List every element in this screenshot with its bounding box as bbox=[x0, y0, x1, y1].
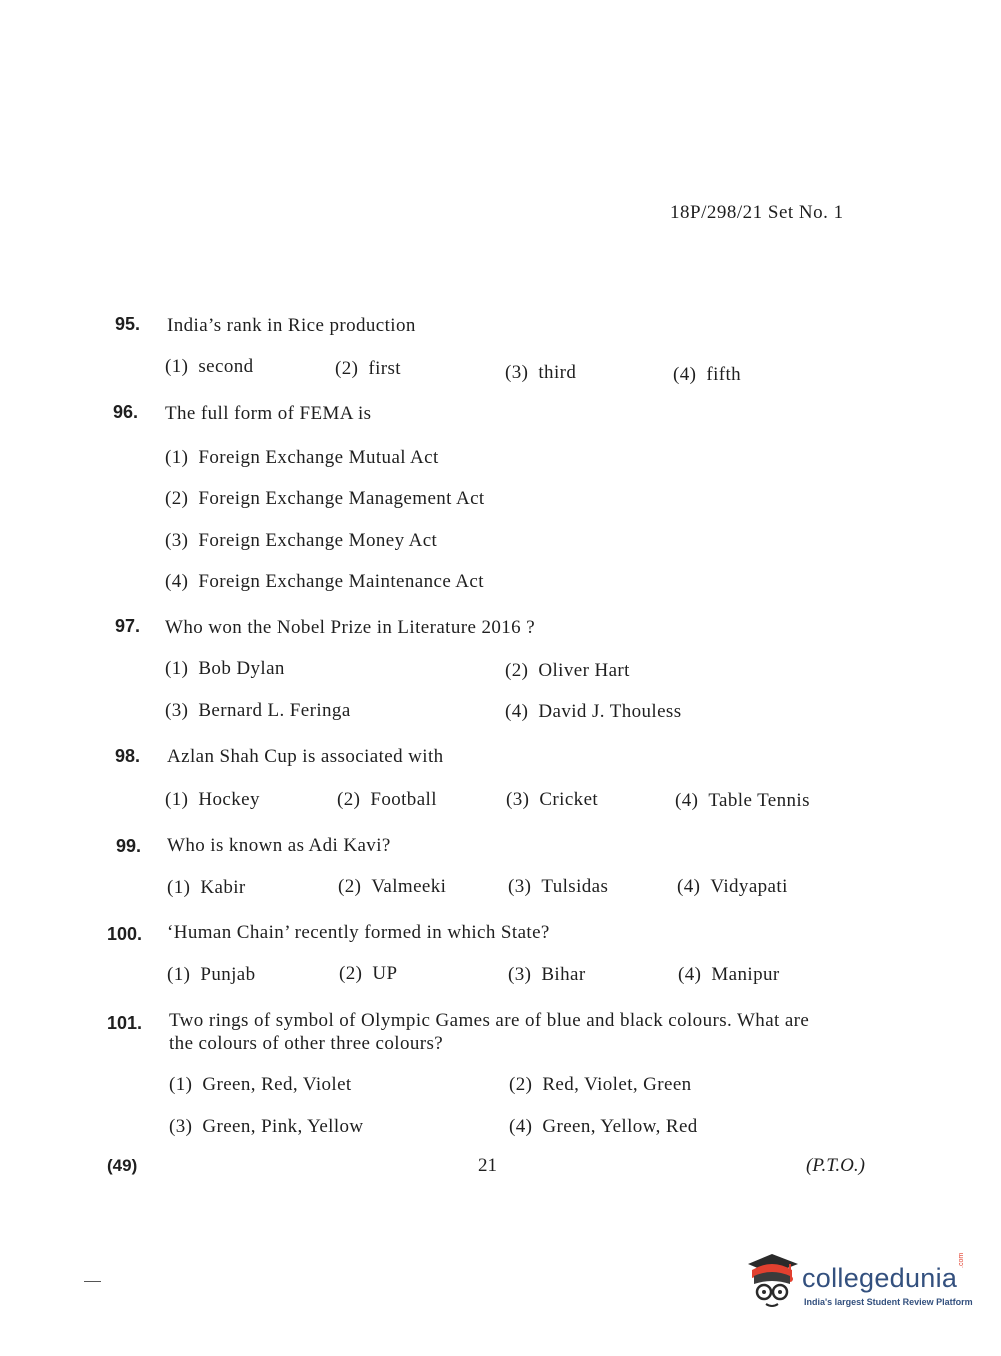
option bbox=[165, 658, 285, 680]
option bbox=[165, 789, 260, 811]
option-text: David J. Thouless bbox=[538, 701, 682, 722]
option bbox=[335, 358, 401, 380]
question-number: 96. bbox=[113, 402, 139, 422]
option-number: (3) bbox=[508, 964, 532, 985]
question-text: ‘Human Chain’ recently formed in which State? bbox=[167, 922, 550, 943]
option-text: Green, Pink, Yellow bbox=[202, 1116, 364, 1137]
option-number: (1) bbox=[165, 356, 189, 377]
option bbox=[165, 700, 351, 722]
option bbox=[169, 1116, 364, 1138]
watermark-logo bbox=[742, 1250, 973, 1317]
option-number: (1) bbox=[165, 447, 189, 468]
pto-note: (P.T.O.) bbox=[806, 1155, 865, 1176]
option-text: Football bbox=[370, 789, 437, 810]
option-number: (4) bbox=[675, 790, 699, 811]
option bbox=[339, 963, 397, 985]
question-text: Azlan Shah Cup is associated with bbox=[167, 746, 444, 767]
option-text: UP bbox=[372, 963, 398, 984]
question-text: Two rings of symbol of Olympic Games are of blue and black colours. What are bbox=[169, 1010, 810, 1031]
option-text: fifth bbox=[706, 364, 742, 385]
option-number: (3) bbox=[506, 789, 530, 810]
option-number: (4) bbox=[505, 701, 529, 722]
option bbox=[677, 876, 788, 898]
option-text: Foreign Exchange Money Act bbox=[198, 530, 438, 551]
option-number: (2) bbox=[335, 358, 359, 379]
brand-name: collegedunia bbox=[802, 1263, 958, 1293]
option bbox=[505, 701, 682, 723]
option bbox=[505, 660, 630, 682]
option-text: Bernard L. Feringa bbox=[198, 700, 351, 721]
question-text: Who is known as Adi Kavi? bbox=[167, 835, 391, 856]
option-number: (4) bbox=[165, 571, 189, 592]
brand-suffix: .com bbox=[958, 1252, 965, 1268]
option bbox=[165, 488, 485, 510]
paper-code: 18P/298/21 Set No. 1 bbox=[670, 202, 844, 223]
option bbox=[509, 1074, 692, 1096]
mascot-icon bbox=[742, 1250, 802, 1312]
option-number: (1) bbox=[165, 789, 189, 810]
option-text: Foreign Exchange Mutual Act bbox=[198, 447, 439, 468]
option-number: (3) bbox=[169, 1116, 193, 1137]
option-number: (2) bbox=[338, 876, 362, 897]
option-text: Green, Red, Violet bbox=[202, 1074, 352, 1095]
option-number: (4) bbox=[678, 964, 702, 985]
option bbox=[675, 790, 810, 812]
option bbox=[673, 364, 741, 386]
option-text: Manipur bbox=[711, 964, 780, 985]
option-number: (2) bbox=[165, 488, 189, 509]
option bbox=[165, 356, 254, 378]
option bbox=[169, 1074, 352, 1096]
option-text: Tulsidas bbox=[541, 876, 609, 897]
option-text: Valmeeki bbox=[371, 876, 447, 897]
question-text-continued: the colours of other three colours? bbox=[169, 1033, 444, 1054]
option-number: (2) bbox=[505, 660, 529, 681]
option bbox=[167, 877, 246, 899]
option bbox=[165, 447, 439, 469]
option-text: second bbox=[198, 356, 254, 377]
option bbox=[506, 789, 598, 811]
option-text: Table Tennis bbox=[708, 790, 810, 811]
option bbox=[509, 1116, 698, 1138]
page-number: 21 bbox=[478, 1155, 497, 1176]
scan-mark bbox=[84, 1281, 101, 1282]
option bbox=[337, 789, 437, 811]
option-number: (3) bbox=[505, 362, 529, 383]
question-number: 101. bbox=[107, 1013, 143, 1033]
option bbox=[508, 964, 586, 986]
option-number: (3) bbox=[165, 530, 189, 551]
question-number: 100. bbox=[107, 924, 143, 944]
option-number: (3) bbox=[165, 700, 189, 721]
option-text: Punjab bbox=[200, 964, 256, 985]
option-number: (2) bbox=[509, 1074, 533, 1095]
option-text: Red, Violet, Green bbox=[542, 1074, 692, 1095]
option-text: Foreign Exchange Management Act bbox=[198, 488, 485, 509]
option-number: (2) bbox=[339, 963, 363, 984]
question-number: 95. bbox=[115, 314, 141, 334]
option-text: first bbox=[368, 358, 401, 379]
option-text: Kabir bbox=[200, 877, 246, 898]
question-text: India’s rank in Rice production bbox=[167, 315, 416, 336]
question-text: The full form of FEMA is bbox=[165, 403, 372, 424]
option-text: Bihar bbox=[541, 964, 586, 985]
footer-code: (49) bbox=[107, 1156, 138, 1175]
question-number: 98. bbox=[115, 746, 141, 766]
option-text: third bbox=[538, 362, 577, 383]
option-text: Green, Yellow, Red bbox=[542, 1116, 698, 1137]
option bbox=[167, 964, 256, 986]
option-number: (4) bbox=[673, 364, 697, 385]
option-number: (1) bbox=[165, 658, 189, 679]
option-number: (1) bbox=[167, 964, 191, 985]
question-number: 99. bbox=[116, 836, 142, 856]
question-text: Who won the Nobel Prize in Literature 2016 ? bbox=[165, 617, 536, 638]
option-text: Foreign Exchange Maintenance Act bbox=[198, 571, 484, 592]
question-number: 97. bbox=[115, 616, 141, 636]
option bbox=[505, 362, 576, 384]
option-number: (1) bbox=[169, 1074, 193, 1095]
option-text: Bob Dylan bbox=[198, 658, 285, 679]
option-number: (4) bbox=[677, 876, 701, 897]
option-text: Vidyapati bbox=[710, 876, 788, 897]
option-text: Cricket bbox=[539, 789, 599, 810]
option-number: (3) bbox=[508, 876, 532, 897]
brand-tagline: India's largest Student Review Platform bbox=[804, 1297, 973, 1307]
option-number: (4) bbox=[509, 1116, 533, 1137]
option-text: Hockey bbox=[198, 789, 260, 810]
option bbox=[338, 876, 446, 898]
option-number: (1) bbox=[167, 877, 191, 898]
option-text: Oliver Hart bbox=[538, 660, 630, 681]
option bbox=[165, 530, 437, 552]
option-number: (2) bbox=[337, 789, 361, 810]
option bbox=[678, 964, 780, 986]
option bbox=[508, 876, 608, 898]
option bbox=[165, 571, 484, 593]
